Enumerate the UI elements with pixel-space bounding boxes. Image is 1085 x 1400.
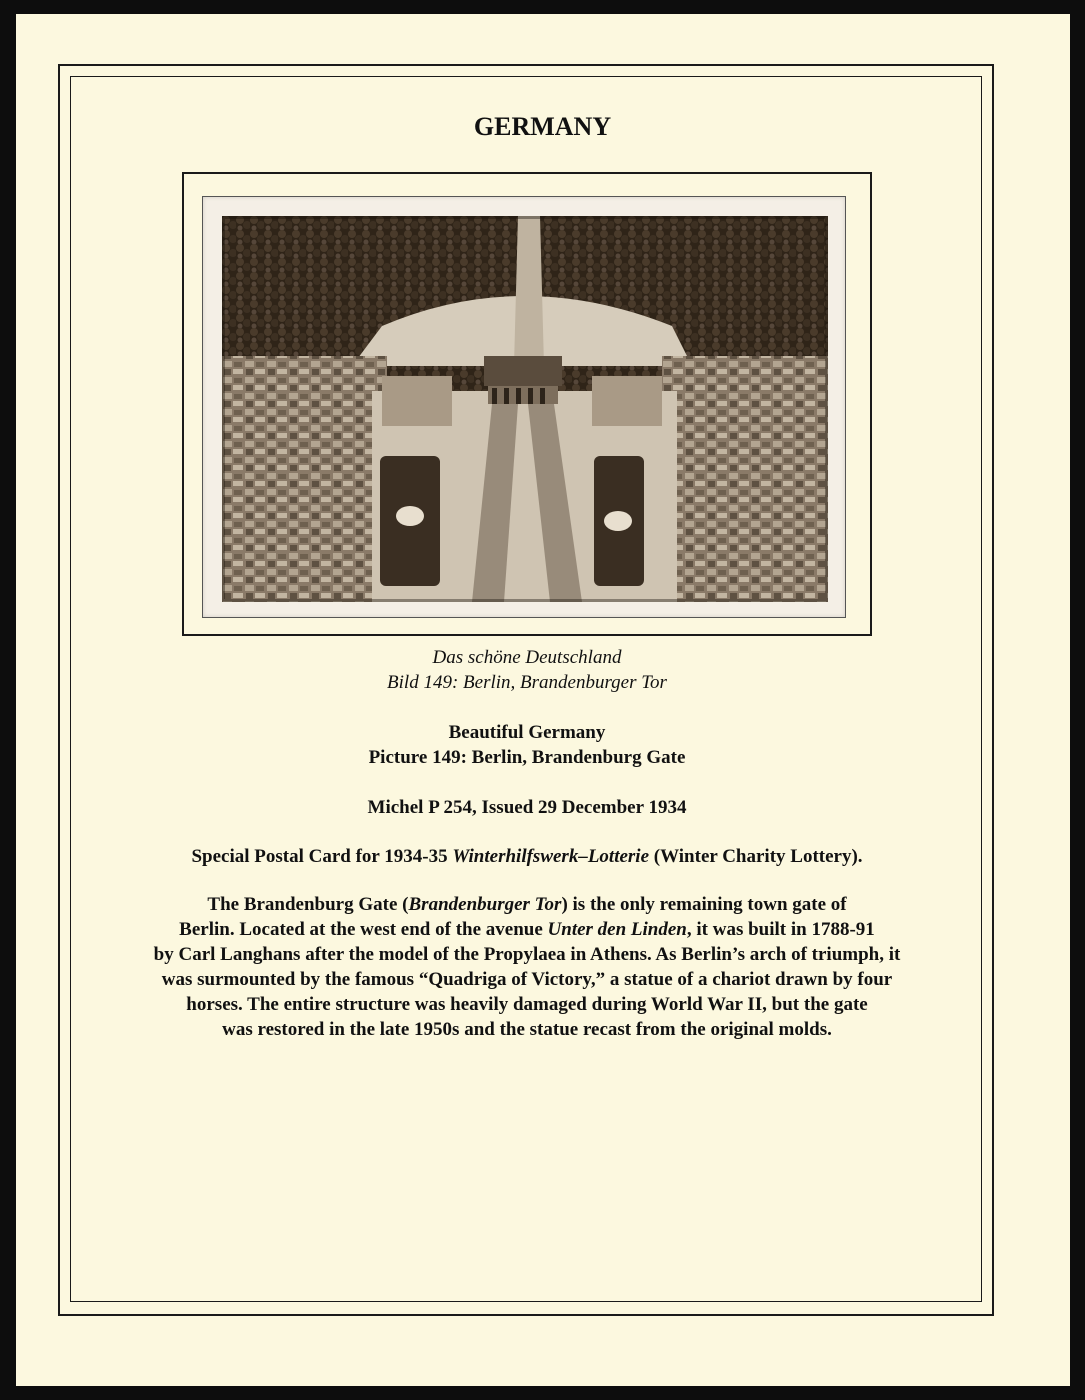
desc-l1-italic: Brandenburger Tor (408, 894, 562, 915)
brandenburg-gate-aerial-photo (222, 216, 828, 602)
catalog-info: Michel P 254, Issued 29 December 1934 (367, 797, 687, 818)
german-caption-line1: Das schöne Deutschland (432, 647, 622, 668)
special-card-note (100, 844, 954, 869)
special-italic: Winterhilfswerk–Lotterie (452, 846, 650, 867)
english-caption-line2: Picture 149: Berlin, Brandenburg Gate (368, 747, 686, 768)
page-title: GERMANY (473, 112, 612, 141)
description (100, 892, 954, 1042)
desc-l2-b: , it was built in 1788-91 (686, 919, 875, 940)
desc-l1-a: The Brandenburg Gate ( (207, 894, 409, 915)
description-line4: was surmounted by the famous “Quadriga of Victory,” a statue of a chariot drawn by four (161, 969, 893, 990)
description-line3: by Carl Langhans after the model of the Propylaea in Athens. As Berlin’s arch of triumph, it (153, 944, 901, 965)
desc-l1-b: ) is the only remaining town gate of (561, 894, 847, 915)
desc-l2-a: Berlin. Located at the west end of the avenue (179, 919, 548, 940)
special-suffix: (Winter Charity Lottery). (649, 846, 863, 867)
german-caption (100, 645, 954, 695)
description-line6: was restored in the late 1950s and the statue recast from the original molds. (222, 1019, 832, 1040)
description-line1 (100, 892, 954, 917)
description-line2 (100, 917, 954, 942)
german-caption-line2: Bild 149: Berlin, Brandenburger Tor (387, 672, 667, 693)
english-caption (100, 720, 954, 770)
desc-l2-italic: Unter den Linden (547, 919, 687, 940)
english-caption-line1: Beautiful Germany (448, 722, 606, 743)
special-prefix: Special Postal Card for 1934-35 (191, 846, 453, 867)
description-line5: horses. The entire structure was heavily damaged during World War II, but the gate (186, 994, 868, 1015)
